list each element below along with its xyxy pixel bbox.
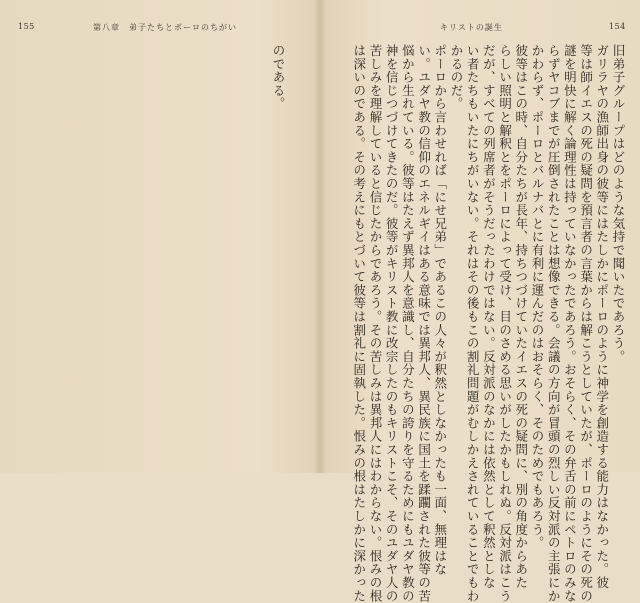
left-page-number: 155 [18,22,35,31]
text-line: い。ユダヤ教の信仰のエネルギイはある意味では異邦人、異民族に国土を蹂躙された彼等の苦 [416,44,432,603]
right-body-text [351,44,626,603]
text-line: ガリラヤの漁師出身の彼等にはたしかにポーロのように神学を創造する能力はなかった。彼 [594,44,610,590]
text-line: 悩から生れている。彼等はたえず異邦人を意識し、自分たちの誇りを守るためにもユダヤ教の [400,44,416,603]
text-line: らしい照明と解釈とをポーロによって受け、目のさめる思いがしたかもしれぬ。反対派はこう [497,44,513,603]
text-line: 等は師イエスの死の疑問を預言者の言葉からは解こうとしていたが、ポーロのようにその死の [578,44,594,603]
text-line: 彼等はこの時、自分たちが長年、持ちつづけていたイエスの死の疑問に、別の角度からあた [513,44,529,590]
right-running-head: キリストの誕生 [440,23,503,32]
text-line: 旧弟子グループはどのような気持で聞いたであろう。 [611,44,626,364]
text-line: 謎を明快に解く論理性は持っていなかったであろう。おそらく、その弁舌の前にペトロのみな [562,44,578,603]
text-line: い者たちもいたにちがいない。それはその後もこの割礼問題がむしかえされていることでもわ [465,44,481,603]
text-line: 神を信じつづけてきたのだ。彼等がキリスト教に改宗したのもキリストこそ、そのユダヤ人の [384,44,400,603]
text-line: かわらず、ポーロとバルナバとに有利に運んだのはおそらく、そのためでもあろう。 [529,44,545,550]
left-page [0,0,320,473]
right-page-number: 154 [609,22,626,31]
text-line: だが、すべての列席者がそうだったわけではない。反対派のなかには依然として釈然としな [481,44,497,590]
left-running-head: 第八章 弟子たちとポーロのちがい [93,23,237,32]
left-body-text [270,44,286,454]
text-line: かるのだ。 [448,44,464,111]
text-line: のである。 [271,44,286,111]
right-page [320,0,640,603]
text-line: ポーロから言わせれば「にせ兄弟」であるこの人々が釈然としなかったも一面、無理はな [432,44,448,576]
text-line: は深いのである。その考えにもとづいて彼等は割礼に固執した。恨みの根はたしかに深かった [351,44,367,603]
text-line: 苦しみを理解していると信じたからであろう。その苦しみは異邦人にはわからない。恨みの根 [367,44,383,603]
text-line: らずヤコブまでが圧倒されたことは想像できる。会議の方向が冒頭の烈しい反対派の主張にか [546,44,562,603]
